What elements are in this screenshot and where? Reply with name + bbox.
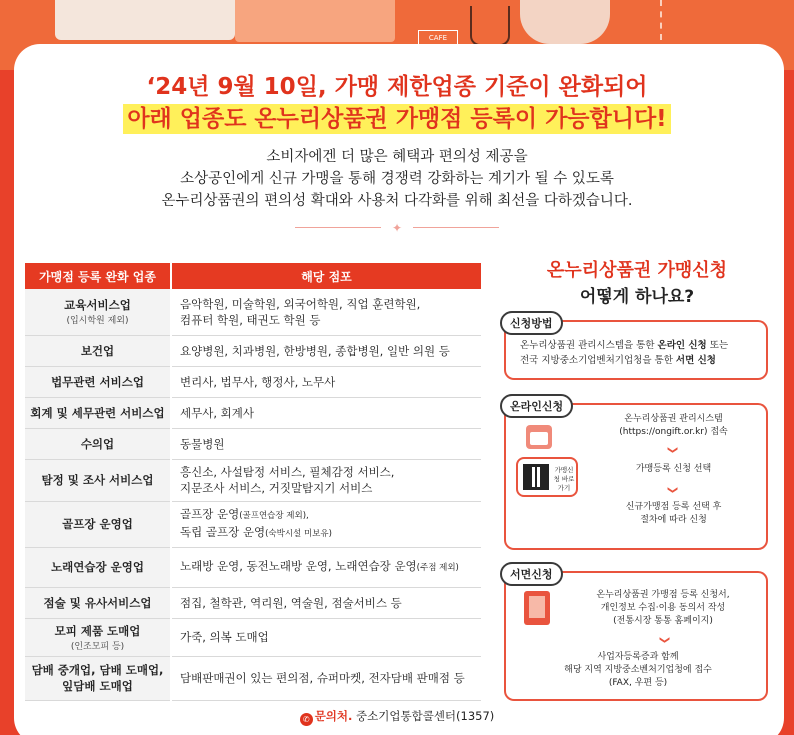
paper-apply-highlight: 서면 신청 bbox=[675, 355, 716, 366]
lamp-illustration bbox=[660, 0, 720, 40]
row-category: 회계 및 세무관련 서비스업 bbox=[25, 397, 171, 428]
paper-apply-box bbox=[504, 568, 768, 701]
qr-shortcut[interactable] bbox=[516, 457, 578, 497]
row-shops: 골프장 운영 bbox=[180, 507, 240, 521]
headline-line2: 아래 업종도 온누리상품권 가맹점 등록이 가능합니다! bbox=[123, 104, 670, 134]
table-row bbox=[25, 501, 481, 547]
eligible-industry-table bbox=[25, 263, 481, 701]
chevron-down-icon: ❯ bbox=[659, 635, 671, 645]
contact-value: 중소기업통합콜센터(1357) bbox=[352, 709, 495, 723]
contact-line bbox=[0, 708, 794, 726]
chair-illustration bbox=[470, 6, 510, 46]
ornament-divider bbox=[295, 222, 499, 234]
header-category: 가맹점 등록 완화 업종 bbox=[25, 263, 171, 289]
online-tag: 온라인신청 bbox=[500, 394, 573, 418]
chevron-down-icon: ❯ bbox=[667, 485, 679, 495]
shelf-illustration bbox=[55, 0, 235, 40]
method-tag: 신청방법 bbox=[500, 311, 563, 335]
counter-illustration bbox=[235, 0, 395, 42]
paper-step-1: 온누리상품권 가맹점 등록 신청서, 개인정보 수집·이용 동의서 작성 (전통시장 통통 홈페이지) bbox=[596, 590, 730, 626]
row-category: 노래연습장 운영업 bbox=[25, 547, 171, 587]
person-illustration bbox=[520, 0, 610, 44]
row-category-note: (인조모피 등) bbox=[70, 641, 125, 652]
chevron-down-icon: ❯ bbox=[667, 445, 679, 455]
row-shops: 노래방 운영, 동전노래방 운영, 노래연습장 운영 bbox=[180, 559, 417, 573]
table-row bbox=[25, 547, 481, 587]
row-shops: 컴퓨터 학원, 태권도 학원 등 bbox=[180, 312, 321, 327]
intro-text bbox=[0, 146, 794, 212]
method-text: 온누리상품권 관리시스템을 통한 온라인 신청 또는 전국 지방중소기업벤처기업청을 통한 서면 신청 bbox=[520, 340, 729, 366]
phone-icon: ✆ bbox=[300, 713, 313, 726]
table-row bbox=[25, 428, 481, 459]
row-shops: 지문조사 서비스, 거짓말탐지기 서비스 bbox=[180, 481, 373, 495]
intro-line1: 소비자에겐 더 많은 혜택과 편의성 제공을 bbox=[266, 149, 528, 165]
row-shops: 독립 골프장 운영 bbox=[180, 525, 266, 539]
qr-label: 가맹신청 바로가기 bbox=[553, 466, 575, 492]
row-category: 모피 제품 도매업 bbox=[54, 623, 141, 638]
row-shops: 음악학원, 미술학원, 외국어학원, 직업 훈련학원, bbox=[180, 296, 421, 311]
online-apply-highlight: 온라인 신청 bbox=[657, 340, 707, 351]
row-shops: 변리사, 법무사, 행정사, 노무사 bbox=[171, 366, 481, 397]
table-row bbox=[25, 587, 481, 618]
row-shops: 세무사, 회계사 bbox=[171, 397, 481, 428]
online-step-1: 온누리상품권 관리시스템 (https://ongift.or.kr) 접속 bbox=[619, 414, 728, 437]
intro-line2: 소상공인에게 신규 가맹을 통해 경쟁력 강화하는 계기가 될 수 있도록 bbox=[180, 171, 614, 187]
table-row bbox=[25, 366, 481, 397]
online-step-2: 가맹등록 신청 선택 bbox=[635, 464, 712, 474]
paper-tag: 서면신청 bbox=[500, 562, 563, 586]
document-icon bbox=[524, 591, 550, 625]
row-shops: 담배판매권이 있는 편의점, 슈퍼마켓, 전자담배 판매점 등 bbox=[171, 656, 481, 700]
cafe-sign: CAFE bbox=[418, 30, 458, 46]
contact-label: 문의처. bbox=[314, 709, 353, 723]
row-shops-note: (주점 제외) bbox=[416, 563, 459, 573]
row-shops: 흥신소, 사설탐정 서비스, 필체감정 서비스, bbox=[180, 465, 395, 479]
row-category: 점술 및 유사서비스업 bbox=[25, 587, 171, 618]
row-category-note: (입시학원 제외) bbox=[66, 316, 129, 327]
table-row bbox=[25, 335, 481, 366]
method-box bbox=[504, 317, 768, 380]
row-shops: 가죽, 의복 도매업 bbox=[171, 618, 481, 656]
table-row bbox=[25, 656, 481, 700]
table-row bbox=[25, 459, 481, 501]
header-shops: 해당 점포 bbox=[171, 263, 481, 289]
row-shops: 요양병원, 치과병원, 한방병원, 종합병원, 일반 의원 등 bbox=[171, 335, 481, 366]
online-apply-box bbox=[504, 400, 768, 550]
row-shops: 동물병원 bbox=[171, 428, 481, 459]
row-category: 잎담배 도매업 bbox=[62, 679, 133, 693]
row-category: 교육서비스업 bbox=[64, 298, 131, 313]
qr-code-icon bbox=[523, 464, 549, 490]
row-category: 보건업 bbox=[25, 335, 171, 366]
table-row bbox=[25, 397, 481, 428]
row-shops-note: (골프연습장 제외), bbox=[239, 511, 309, 521]
sparkle-icon: ✦ bbox=[391, 221, 403, 235]
headline bbox=[0, 72, 794, 134]
row-category: 법무관련 서비스업 bbox=[25, 366, 171, 397]
apply-title: 온누리상품권 가맹신청 bbox=[546, 260, 728, 281]
paper-step-2: 사업자등록증과 함께 해당 지역 지방중소벤처기업청에 접수 (FAX, 우편 등) bbox=[564, 652, 712, 688]
row-category: 담배 중개업, 담배 도매업, bbox=[31, 663, 164, 677]
online-step-3: 신규가맹점 등록 선택 후 절차에 따라 신청 bbox=[625, 502, 722, 525]
row-shops: 점집, 철학관, 역리원, 역술원, 점술서비스 등 bbox=[171, 587, 481, 618]
row-category: 골프장 운영업 bbox=[25, 501, 171, 547]
intro-line3: 온누리상품권의 편의성 확대와 사용처 다각화를 위해 최선을 다하겠습니다. bbox=[161, 193, 633, 209]
table-row bbox=[25, 618, 481, 656]
row-shops-note: (숙박시설 미보유) bbox=[265, 529, 332, 539]
row-category: 수의업 bbox=[25, 428, 171, 459]
table-header-row bbox=[25, 263, 481, 289]
calendar-icon bbox=[526, 425, 552, 449]
row-category: 탐정 및 조사 서비스업 bbox=[25, 459, 171, 501]
table-row bbox=[25, 289, 481, 335]
headline-line1: ‘24년 9월 10일, 가맹 제한업종 기준이 완화되어 bbox=[146, 74, 648, 100]
apply-subtitle: 어떻게 하나요? bbox=[579, 287, 695, 307]
